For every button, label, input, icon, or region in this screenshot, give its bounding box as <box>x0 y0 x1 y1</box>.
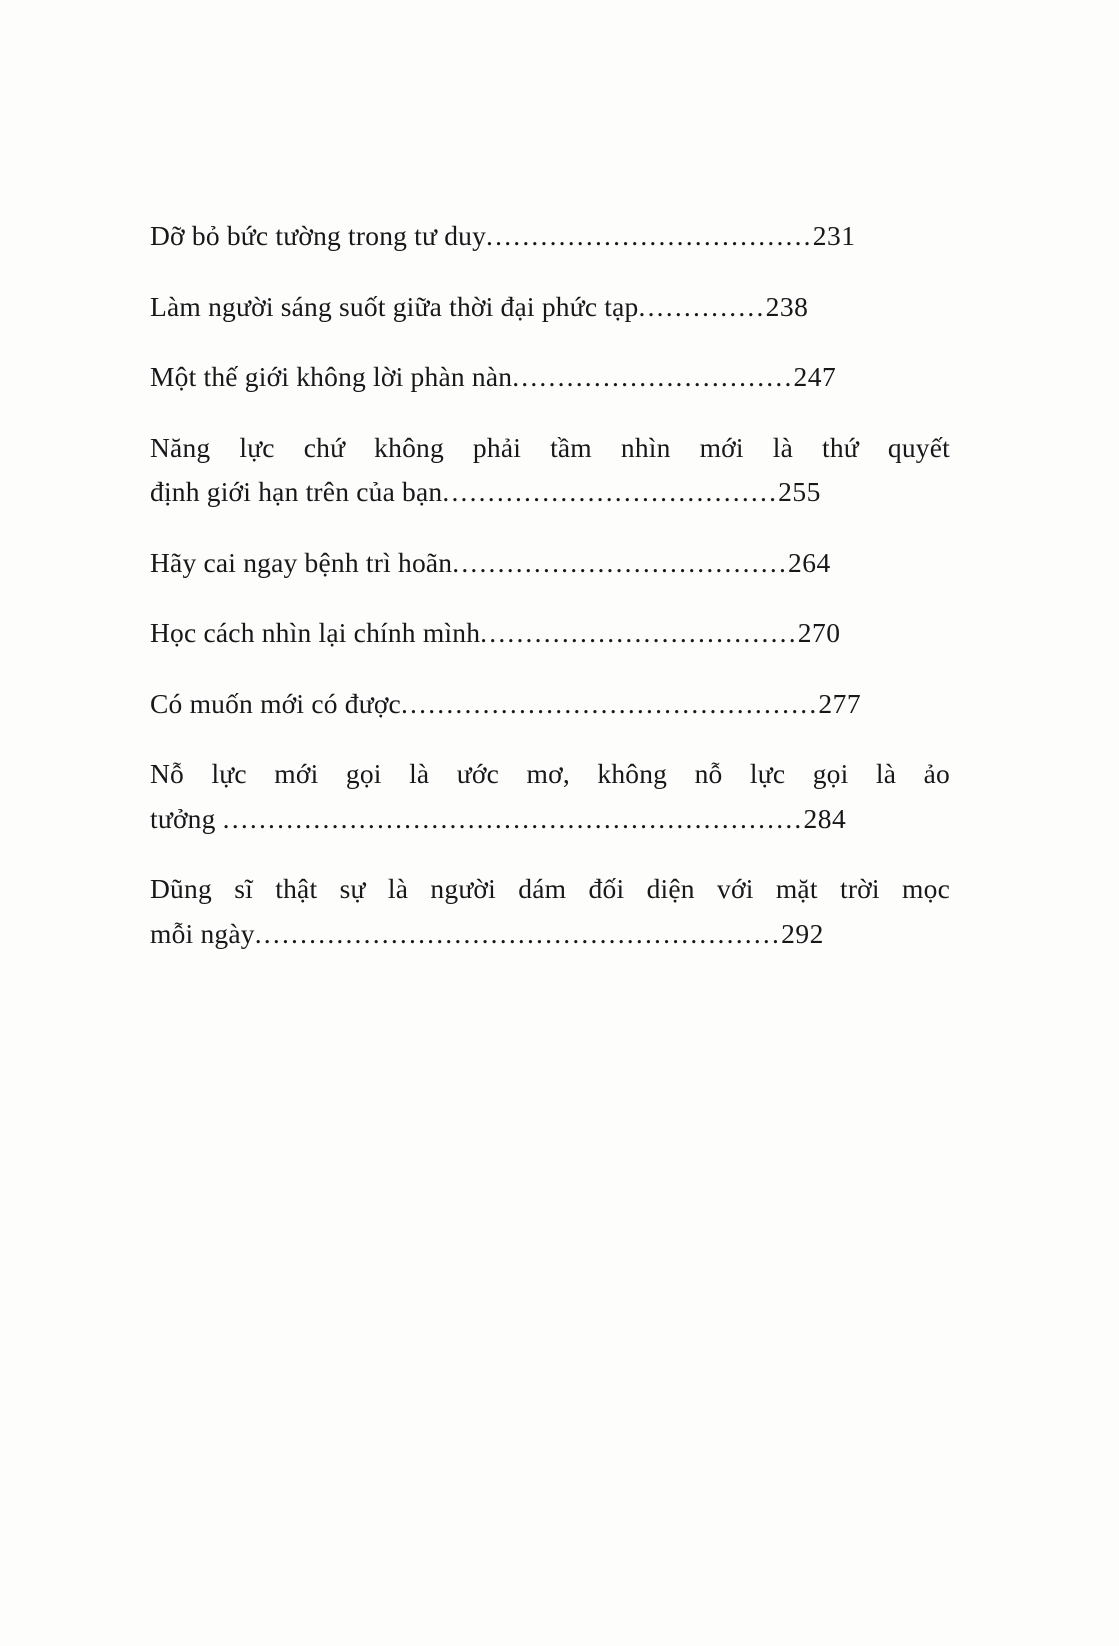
toc-page-number[interactable]: 264 <box>788 546 831 578</box>
toc-entry[interactable] <box>150 682 950 727</box>
toc-entry[interactable] <box>150 752 950 841</box>
toc-entry-title: Nỗ lực mới gọi là ước mơ, không nỗ lực gọi là ảo <box>150 758 950 790</box>
toc-entry-tail <box>255 918 824 949</box>
toc-entry-tail <box>639 291 809 322</box>
toc-entry-line <box>150 867 950 912</box>
toc-entry-last-line <box>150 682 950 727</box>
toc-leader-dots: .................................... <box>486 220 813 251</box>
toc-entry-title: tưởng <box>150 802 223 834</box>
toc-entry-last-line <box>150 611 950 656</box>
toc-entry-tail <box>486 220 855 251</box>
toc-entry-title: Dỡ bỏ bức tường trong tư duy <box>150 220 487 251</box>
toc-page-number[interactable]: 284 <box>803 802 847 834</box>
toc-leader-dots: ................................... <box>480 617 798 649</box>
toc-page-number[interactable]: 292 <box>781 918 824 950</box>
toc-entry-line <box>150 426 950 471</box>
toc-page-number[interactable]: 231 <box>812 220 856 251</box>
toc-entry[interactable] <box>150 867 950 956</box>
toc-entry-last-line <box>150 912 950 957</box>
toc-entry-last-line <box>150 285 950 330</box>
toc-entry-title: Làm người sáng suốt giữa thời đại phức tạp <box>150 290 639 322</box>
toc-entry-line <box>150 752 950 797</box>
toc-leader-dots: ..................................... <box>452 546 789 578</box>
toc-page-number[interactable]: 255 <box>778 476 821 508</box>
toc-entry[interactable] <box>150 214 950 259</box>
toc-entry[interactable] <box>150 426 950 515</box>
toc-leader-dots: .............................................. <box>400 687 819 719</box>
toc-entry-tail <box>442 476 821 507</box>
toc-entry-title: Năng lực chứ không phải tầm nhìn mới là thứ quyết <box>150 431 950 463</box>
toc-entry[interactable] <box>150 355 950 400</box>
toc-entry-tail <box>512 361 836 392</box>
toc-entry-last-line <box>150 470 950 515</box>
toc-entry-title: Dũng sĩ thật sự là người dám đối diện với mặt trời mọc <box>150 873 950 905</box>
toc-entry-tail <box>401 688 861 719</box>
toc-entry-tail <box>452 547 831 578</box>
toc-entry[interactable] <box>150 611 950 656</box>
toc-entry-title: Học cách nhìn lại chính mình <box>150 617 481 649</box>
toc-entry-title: Một thế giới không lời phàn nàn <box>150 361 513 393</box>
toc-leader-dots: ................................................................ <box>222 802 804 834</box>
toc-entry-last-line <box>150 355 950 400</box>
toc-entry-title: mỗi ngày <box>150 918 255 950</box>
toc-entry-last-line <box>150 214 950 259</box>
table-of-contents <box>150 214 950 983</box>
toc-entry[interactable] <box>150 541 950 586</box>
toc-leader-dots: ..................................... <box>442 476 779 508</box>
toc-leader-dots: ............................... <box>512 361 794 393</box>
toc-entry-last-line <box>150 797 950 842</box>
toc-page-number[interactable]: 238 <box>765 290 809 322</box>
toc-entry-last-line <box>150 541 950 586</box>
toc-entry-title: Có muốn mới có được <box>150 687 401 719</box>
toc-page-number[interactable]: 247 <box>793 361 837 393</box>
toc-entry-title: Hãy cai ngay bệnh trì hoãn <box>150 546 453 578</box>
toc-entry-title: định giới hạn trên của bạn <box>150 476 443 508</box>
toc-entry[interactable] <box>150 285 950 330</box>
toc-leader-dots: .......................................................... <box>254 918 782 950</box>
toc-leader-dots: .............. <box>638 290 766 322</box>
toc-page-number[interactable]: 270 <box>797 617 841 649</box>
toc-entry-tail <box>223 803 847 834</box>
toc-page-number[interactable]: 277 <box>818 687 862 719</box>
toc-entry-tail <box>480 617 840 648</box>
